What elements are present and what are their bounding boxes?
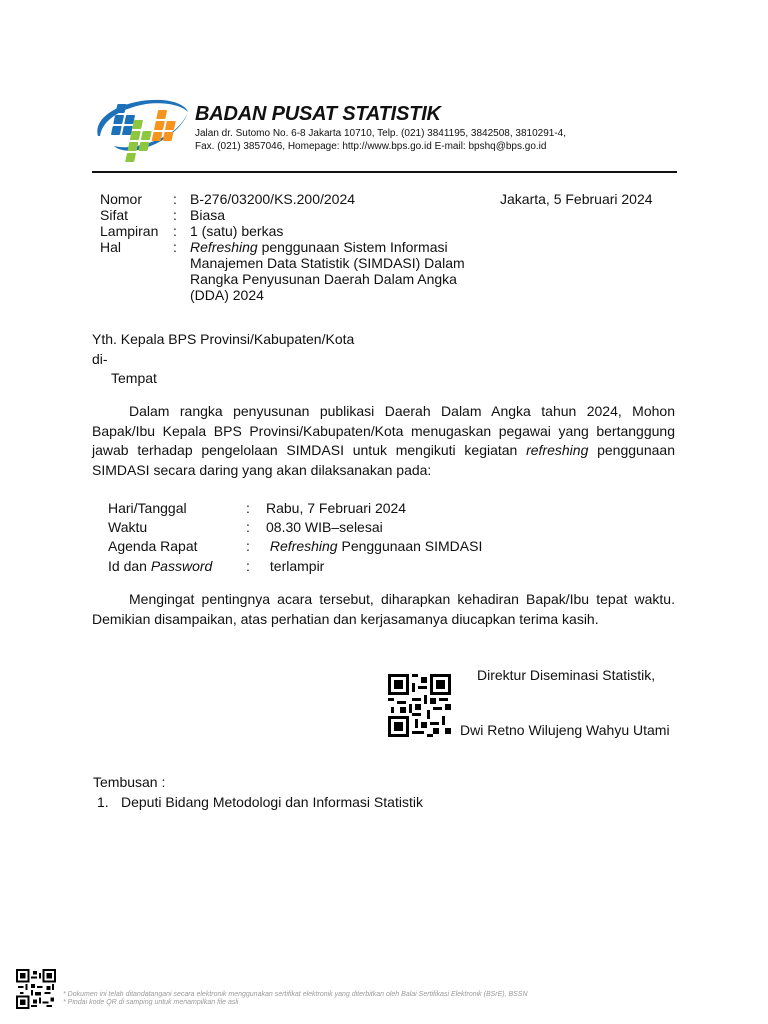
hal-label: Hal [100,239,122,255]
meta-row-sifat [100,207,470,223]
bps-logo [92,92,190,164]
detail-text: terlampir [269,557,325,574]
subject-line: Rangka Penyusunan Daerah Dalam Angka [190,271,457,287]
paragraph-line [92,441,675,461]
recipient-line: Yth. Kepala BPS Provinsi/Kabupaten/Kota [92,331,355,347]
body-paragraph [92,402,675,480]
line-text: jawab terhadap pengelolaan SIMDASI untuk mengikuti kegiatan [92,442,527,458]
org-address [195,128,566,153]
label-text: Id dan [108,557,151,574]
detail-label: Agenda Rapat [108,538,198,555]
colon: : [246,519,250,536]
colon: : [246,557,250,574]
signer-title: Direktur Diseminasi Statistik, [477,667,656,683]
paragraph-line: SIMDASI secara daring yang akan dilaksanakan pada: [92,461,432,478]
colon: : [246,500,250,516]
qr-code-icon [388,674,451,737]
cc-text: Deputi Bidang Metodologi dan Informasi Statistik [121,794,423,810]
paragraph-line: Bapak/Ibu Kepala BPS Provinsi/Kabupaten/Kota menugaskan pegawai yang bertanggung [92,422,675,439]
meta-row-nomor [100,191,470,207]
recipient-place: Tempat [111,370,157,386]
detail-label: Hari/Tanggal [108,500,187,516]
meta-row-hal [100,239,470,303]
detail-text: Penggunaan SIMDASI [337,538,483,555]
lampiran-value: 1 (satu) berkas [190,223,284,239]
subject-line: Manajemen Data Statistik (SIMDASI) Dalam [190,255,465,271]
detail-value: Rabu, 7 Februari 2024 [266,500,407,516]
cc-item [97,794,423,810]
detail-value [266,557,324,576]
subject-text: penggunaan Sistem Informasi [257,239,448,255]
qr-code-icon [16,969,56,1009]
label-italic: Password [150,557,213,574]
colon: : [246,538,250,555]
event-details [108,499,482,576]
detail-row [108,537,482,556]
paragraph-line [92,402,675,422]
subject-line: (DDA) 2024 [190,287,264,303]
colon: : [173,191,177,207]
footer-note-line: * Pindai kode QR di samping untuk menampilkan file asli [63,999,239,1006]
recipient-di: di- [92,351,108,367]
subject-italic: Refreshing [190,239,258,255]
paragraph-line [92,590,675,610]
colon: : [173,239,177,255]
line-text: penggunaan [588,442,675,458]
header-divider [92,171,677,173]
nomor-value: B-276/03200/KS.200/2024 [190,191,356,207]
letter-date: Jakarta, 5 Februari 2024 [500,191,653,207]
closing-paragraph [92,590,675,629]
colon: : [173,223,177,239]
lampiran-label: Lampiran [100,223,159,239]
org-name: BADAN PUSAT STATISTIK [195,103,441,125]
sifat-value: Biasa [190,207,226,223]
detail-row [108,518,482,537]
line-text: Dalam rangka penyusunan publikasi Daerah Dalam Angka tahun 2024, Mohon [129,403,675,419]
cc-title: Tembusan : [93,774,166,790]
hal-value [190,239,470,303]
footer-note-line: * Dokumen ini telah ditandatangani secara elektronik menggunakan sertifikat elektronik yang diterbitkan oleh Balai Sertifikasi Elektronik (BSrE), BSSN [63,991,528,998]
line-text: Mengingat pentingnya acara tersebut, diharapkan kehadiran Bapak/Ibu tepat waktu. [129,591,675,607]
address-line: Jalan dr. Sutomo No. 6-8 Jakarta 10710, Telp. (021) 3841195, 3842508, 3810291-4, [195,128,567,139]
detail-italic: Refreshing [269,538,338,555]
detail-row [108,499,482,518]
cc-number: 1. [97,794,109,810]
signer-name: Dwi Retno Wilujeng Wahyu Utami [460,722,670,738]
detail-row [108,557,482,576]
contact-line: Fax. (021) 3857046, Homepage: http://www.bps.go.id E-mail: bpshq@bps.go.id [195,140,547,152]
sifat-label: Sifat [100,207,129,223]
detail-label [108,557,246,576]
line-italic: refreshing [526,442,589,458]
subject-line [190,239,470,255]
meta-row-lampiran [100,223,470,239]
letter-meta [100,191,470,303]
detail-label: Waktu [108,519,148,536]
colon: : [173,207,177,223]
detail-value [266,537,482,556]
nomor-label: Nomor [100,191,143,207]
detail-value: 08.30 WIB–selesai [266,519,383,536]
paragraph-line: Demikian disampaikan, atas perhatian dan kerjasamanya diucapkan terima kasih. [92,610,599,627]
footer-note [63,991,528,1007]
